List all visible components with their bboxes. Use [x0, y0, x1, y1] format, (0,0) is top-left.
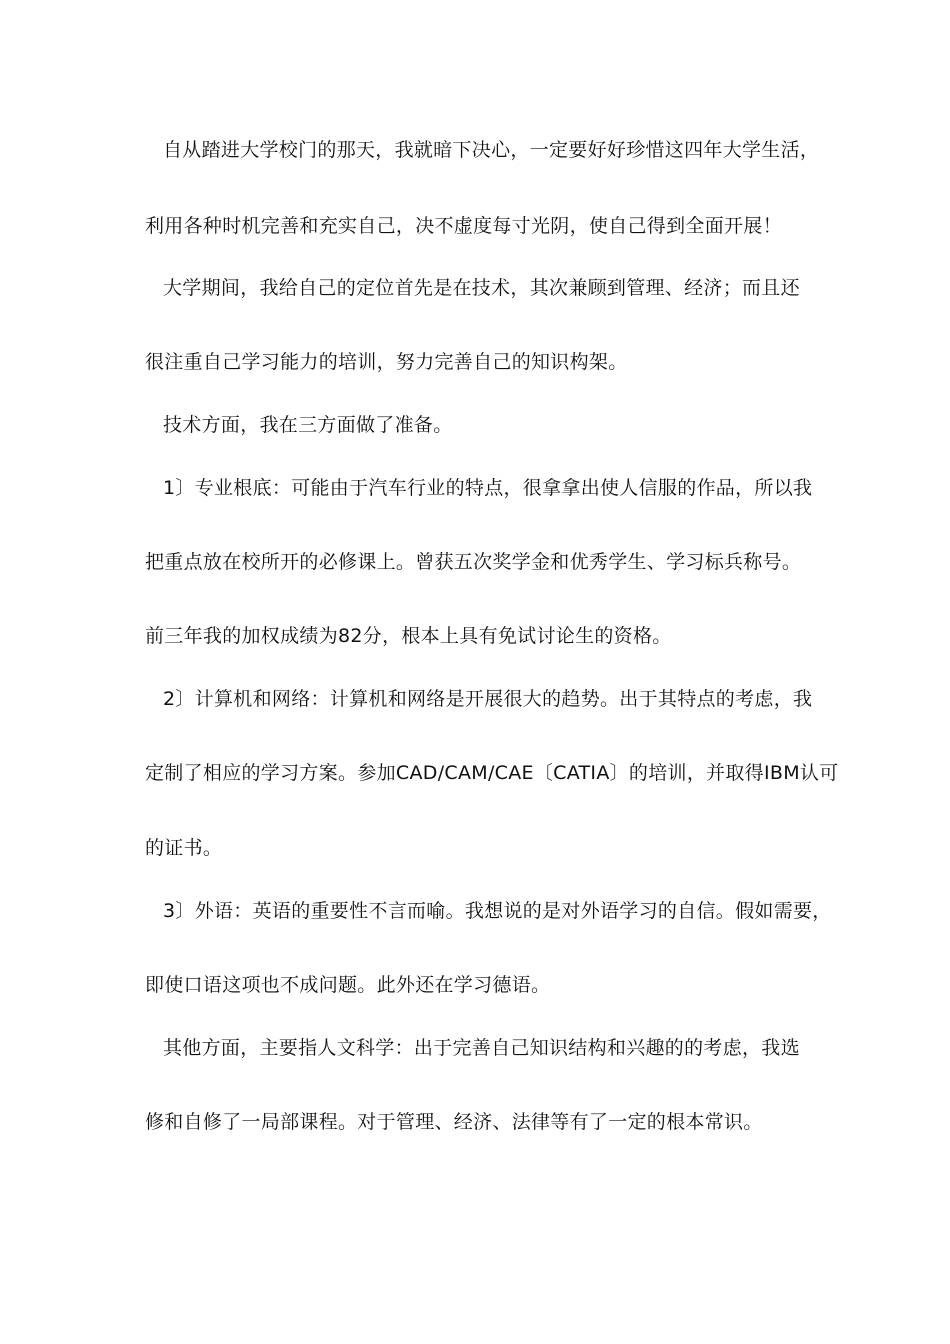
- paragraph-line: 定制了相应的学习方案。参加CAD/CAM/CAE〔CATIA〕的培训，并取得IBM认可: [145, 762, 839, 784]
- paragraph-line: 修和自修了一局部课程。对于管理、经济、法律等有了一定的根本常识。: [145, 1111, 763, 1133]
- paragraph-line: 技术方面，我在三方面做了准备。: [163, 414, 453, 436]
- paragraph-line: 3〕外语：英语的重要性不言而喻。我想说的是对外语学习的自信。假如需要，: [163, 900, 832, 922]
- paragraph-line: 自从踏进大学校门的那天，我就暗下决心，一定要好好珍惜这四年大学生活，: [163, 139, 820, 161]
- paragraph-line: 利用各种时机完善和充实自己，决不虚度每寸光阴，使自己得到全面开展！: [145, 215, 782, 237]
- paragraph-line: 前三年我的加权成绩为82分，根本上具有免试讨论生的资格。: [145, 625, 672, 647]
- paragraph-line: 大学期间，我给自己的定位首先是在技术，其次兼顾到管理、经济；而且还: [163, 277, 800, 299]
- paragraph-line: 其他方面，主要指人文科学：出于完善自己知识结构和兴趣的的考虑，我选: [163, 1037, 800, 1059]
- paragraph-line: 即使口语这项也不成问题。此外还在学习德语。: [145, 974, 551, 996]
- paragraph-line: 2〕计算机和网络：计算机和网络是开展很大的趋势。出于其特点的考虑，我: [163, 688, 813, 710]
- paragraph-line: 1〕专业根底：可能由于汽车行业的特点，很拿拿出使人信服的作品，所以我: [163, 477, 813, 499]
- paragraph-line: 的证书。: [145, 837, 223, 859]
- paragraph-line: 很注重自己学习能力的培训，努力完善自己的知识构架。: [145, 351, 628, 373]
- paragraph-line: 把重点放在校所开的必修课上。曾获五次奖学金和优秀学生、学习标兵称号。: [145, 551, 802, 573]
